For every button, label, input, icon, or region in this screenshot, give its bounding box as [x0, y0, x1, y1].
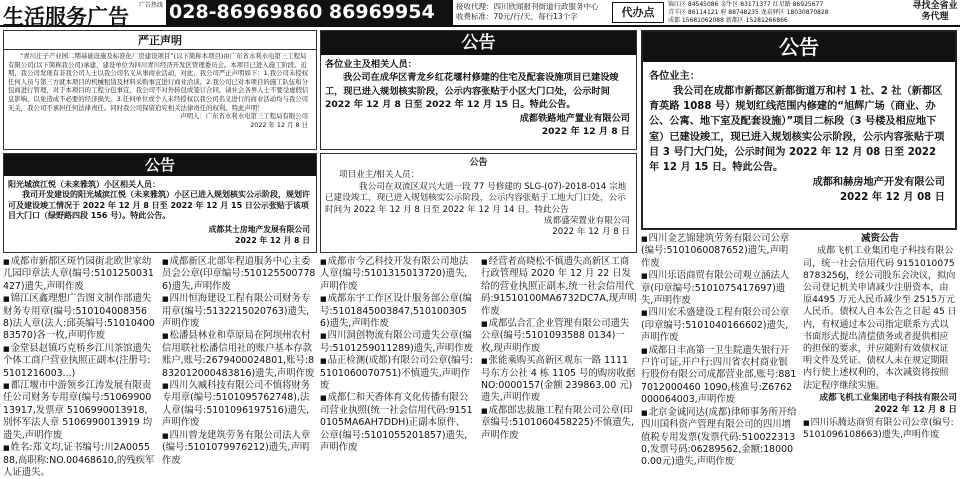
notice-title: 公告: [4, 154, 316, 176]
notice-signature: 成都和赫房地产开发有限公司: [812, 177, 945, 189]
classified-item: ■ 成都郎忠拔施工程有限公司公章(印章编号:5101060458225)不慎遗失,声明作废: [481, 405, 637, 442]
classified-item: ■ 四川久臧科技有限公司不慎将财务专用章(编号:5101095762748),法人章(编号:5101096197516)遗失,声明作废: [162, 380, 317, 430]
notice-date: 2022 年 12 月 08 日: [839, 192, 945, 204]
statement-date: 2022 年 12 月 8 日: [250, 121, 308, 130]
notice-date: 2022 年 12 月 8 日: [235, 235, 310, 245]
reduction-date: 2022 年 12 月 8 日: [874, 405, 957, 416]
statement-body: “青川庄子产业园二期基础设施及标准化厂房建设项目”(以下简称本项目)由广东省水利水电第三工程局有限公司(以下简称我公司)承建，建设单位为四川青川经济开发区管理委员会。本项目已进入施工阶段。近期，我公司发现有非我公司人士以我公司名义从事商业活动，对此，我公司严正声明如下：1.我公司未授权任何人员与第三方就本项目的机械租赁及材料采购事宜进行商业洽谈。2.我公司已对本项目的施工队伍和分包商进行管理，对于本项目的工程分包事宜，我公司不对外转包或签订合同，请社会各界人士不要受虚假信息影响，以免造成不必要的经济损失。3.任何单位或个人未经授权以我公司名义进行的商业活动均与我公司无关，我公司不承担任何法律责任。同时我公司保留追究相关法律责任的权利。特此声明！: [8, 52, 309, 112]
classified-item: ■ 成都市今乙科技开发有限公司地法人章(编号:5101315013720)遗失,声明作废: [320, 256, 473, 293]
notice-date: 2022 年 12 月 8 日: [541, 125, 630, 137]
office-line: 锦江区 84545086 金牛区 83171377 红星路 86925677: [668, 1, 824, 8]
statement-signature: 声明人：广东省水利水电第三工程局有限公司: [180, 112, 308, 121]
notice-date: 2022 年 12 月 8 日: [552, 227, 630, 238]
classified-item: ■ 四川洞创物流有限公司遗失公章(编号:5101259011289)遗失,声明作废: [320, 330, 473, 355]
solemn-statement: [3, 30, 317, 150]
notice-greeting: 阳光城滨江悦（未来雅筑）小区相关人员：: [8, 180, 160, 189]
notice-greeting: 各位业主及相关人员：: [325, 59, 417, 70]
classified-item: ■ 四川金艺锦建筑劳务有限公司公章(编号:5101060087652)遗失,声明作废: [641, 233, 797, 270]
classified-item: ■ 松潘县林业和草原局在阿坝州农村信用联社松潘信用社的账户基本存款账户,账号:2679400024801,账号:8832012000483816)遗失,声明作废: [162, 330, 317, 380]
service-info-line: 收费标准：70元/行/天，每行13个字: [456, 12, 578, 21]
office-line: 青羊区 86114121 府 88748235 龙泉驿区 18030870828: [668, 9, 829, 16]
notice-signature: 成都其士房地产发展有限公司: [208, 224, 310, 234]
reduction-signature: 成都飞机工业集团电子科技有限公司: [819, 392, 957, 403]
capital-reduction-notice: [803, 233, 957, 465]
service-info: [456, 2, 611, 22]
classified-column-4: [481, 256, 637, 465]
notice-title: 公告: [321, 31, 636, 55]
classified-column-1: [3, 256, 155, 478]
notice-body: 我公司在双流区双兴大道一段 77 号修建的 SLG-(07)-2018-014 宗地已建设竣工，现已进入规划核实公示阶段，公示内容张贴于工地大门口处，公示时间为 2022 年 12 月 8 日至 2022 年 12 月 14 日。特此公告: [325, 181, 627, 215]
classified-column-3: [320, 256, 473, 465]
classified-item: ■ 成都仁和天香体育文化传播有限公司营业执照(统一社会信用代码:91510105MA6AH7DDH)正副本原件、公章(编号:5101055201857)遗失,声明作废: [320, 392, 473, 454]
classified-column-5: [641, 233, 797, 468]
classified-item: ■ 品正检测(成都)有限公司公章(编号:5101060070751)不慎遗失,声明作废: [320, 355, 473, 392]
notice-railway-property: [320, 30, 637, 150]
notice-sunshine-city: [3, 153, 317, 253]
notice-signature: 成都铁路地产置业有限公司: [519, 112, 630, 124]
notice-body: 我公司在成华区青龙乡红花堰村修建的住宅及配套设施项目已建设竣工，现已进入规划核实阶段，公示内容张贴于小区大门口处，公示时间 2022 年 12 月 8 日至 2022 年 12 月 15 日。特此公告。: [325, 72, 619, 110]
agent-label: 代办点: [612, 2, 664, 23]
classified-item: ■ 都江堰市中游领乡江涛发展有限责任公司财务专用章(编号:5106990013917,发票章 5106990013918,别怀军法人章 5106990013919 均遗失,声明作废: [3, 380, 155, 442]
newspaper-header: [0, 0, 960, 27]
notice-greeting: 项目业主/相关人员：: [339, 170, 420, 180]
notice-signature: 成都盛荣置业有限公司: [544, 216, 630, 227]
classified-item: ■ 成都日丰高第一卫生院遗失银行开户许可证,开户行:四川省农村商业银行股份有限公司成都营业部,账号:8817012000460 1090,核准号:Z6762000064003,声明作废: [641, 345, 797, 407]
classified-item: ■ 四川宏禾盛建设工程有限公司公章(印章编号:5101040166602)遗失,声明作废: [641, 307, 797, 344]
classified-item: ■ 北京金诚同达(成都)律师事务所开给四川国科资产管理有限公司的四川增值税专用发票(发票代码:5100223130,发票号码:06289562,金额:180000.00元)遗失,声明作废: [641, 407, 797, 469]
classified-item: ■ 四川乐腾达商贸有限公司公章(编号:5101096108663)遗失,声明作废: [803, 417, 957, 442]
reduction-title: 减资公告: [860, 233, 899, 244]
office-line: 成都 15681062088 新都区 15281266866: [668, 17, 788, 24]
classified-item: ■ 四川恒海建设工程有限公司财务专用章(编号:5132215020763)遗失,声明作废: [162, 293, 317, 330]
notice-heher-property: [641, 30, 957, 230]
notice-body: 我公司在成都市新都区新都街道万和村 1 社、2 社（新都区育英路 1088 号）规划红线范围内修建的“旭辉广场（商业、办公、公寓、地下室及配套设施）”项目二标段（3 号楼及相应地下室）已建设竣工，现已进入规划核实公示阶段，公示内容张贴于项目 3 号门大门处，公示时间为 2022 年 12 月 08 日至 2022 年 12 月 15 日。特此公告。: [649, 86, 945, 174]
hotline-label: 广告热线: [139, 2, 164, 9]
notice-shengrong: [320, 153, 637, 253]
classified-item: ■ 四川乐语商贸有限公司观立涵法人章(印章编号:5101075417697)遗失,声明作废: [641, 270, 797, 307]
classified-column-2: [162, 256, 317, 465]
classified-item: ■ 成都东宇工作区设计服务部公章(编号:5101845003847,5101003056)遗失,声明作废: [320, 293, 473, 330]
classified-item: ■ 四川曾龙建筑劳务有限公司法人章(编号:5101079976212)遗失,声明作废: [162, 430, 317, 467]
classified-item: ■ 张能乘购买高新区观东一路 1111 号东方公社 4 栋 1105 号的购房收据 NO:0000157(金额 239863.00 元)遗失,声明作废: [481, 355, 637, 405]
agent-offices: [668, 1, 904, 25]
section-title: 生活服务广告: [3, 4, 129, 29]
find-agents: 寻找全省业务代理: [912, 1, 958, 22]
classified-item: ■ 成都市新都区斑竹园街北欧世家幼儿园印章法人章(编号:5101250031427)遗失,声明作废: [3, 256, 155, 293]
service-info-line: 接收代理：四川欣闻报刊街道行政服务中心: [456, 2, 599, 11]
notice-title: 公告: [643, 32, 955, 62]
classified-item: ■ 成都新区北部年程道服务中心主委员会公章(印章编号:5101255007786)遗失,声明作废: [162, 256, 317, 293]
reduction-body: 成都飞机工业集团电子科技有限公司，统一社会信用代码 91510100758783256J，经公司股东会决议，拟向公司登记机关申请减少注册资本，由原4495 万元人民币减少至 2515万元人民币。债权人自本公告之日起 45 日内，有权通过本公司指定联系方式以书面形式提出清偿债务或者提供相应的担保的要求，并应随附有效债权证明文件及凭证。债权人未在规定期限内行使上述权利的，本次减资将按照法定程序继续实施。: [803, 246, 957, 391]
classified-item: ■ 经营者高晓松不慎遗失高新区工商行政管理局 2020 年 12 月 22 日发给的营业执照正副本,统一社会信用代码:91510100MA6732DC7A,现声明作废: [481, 256, 637, 318]
hotline-phones: 028-86969860 86969954: [166, 0, 453, 25]
notice-title: 公告: [469, 158, 488, 168]
classified-item: ■ 姓名:郑文均,证书编号:川2A005588,高职称:NO.00468610,的残疾军人证遗失。: [3, 442, 155, 479]
statement-title: 严正声明: [4, 31, 316, 50]
classified-item: ■ 金堂县赵镇巧克桥乡江川茶馆遗失个体工商户营业执照正副本(注册号:5101216003...): [3, 343, 155, 380]
classified-item: ■ 锦江区鑫理想广告图文制作部遗失财务专用章(编号:5101040083568)法人章(法人:邱英编号:5101040083570)各一枚,声明作废: [3, 293, 155, 343]
notice-greeting: 各位业主：: [649, 71, 700, 82]
classified-item: ■ 成都弘合汇企业管理有限公司遗失公章(编号:5101093588 0134)一枚,现声明作废: [481, 318, 637, 355]
notice-body: 我司开发建设的阳光城滨江悦（未来雅筑）小区已进入规划核实公示阶段，规划许可及建设竣工情况于 2022 年 12 月 8 日至 2022 年 12 月 15 日公示张贴于该项目大门口（绿野路四段 156 号）。特此公告。: [8, 190, 310, 220]
